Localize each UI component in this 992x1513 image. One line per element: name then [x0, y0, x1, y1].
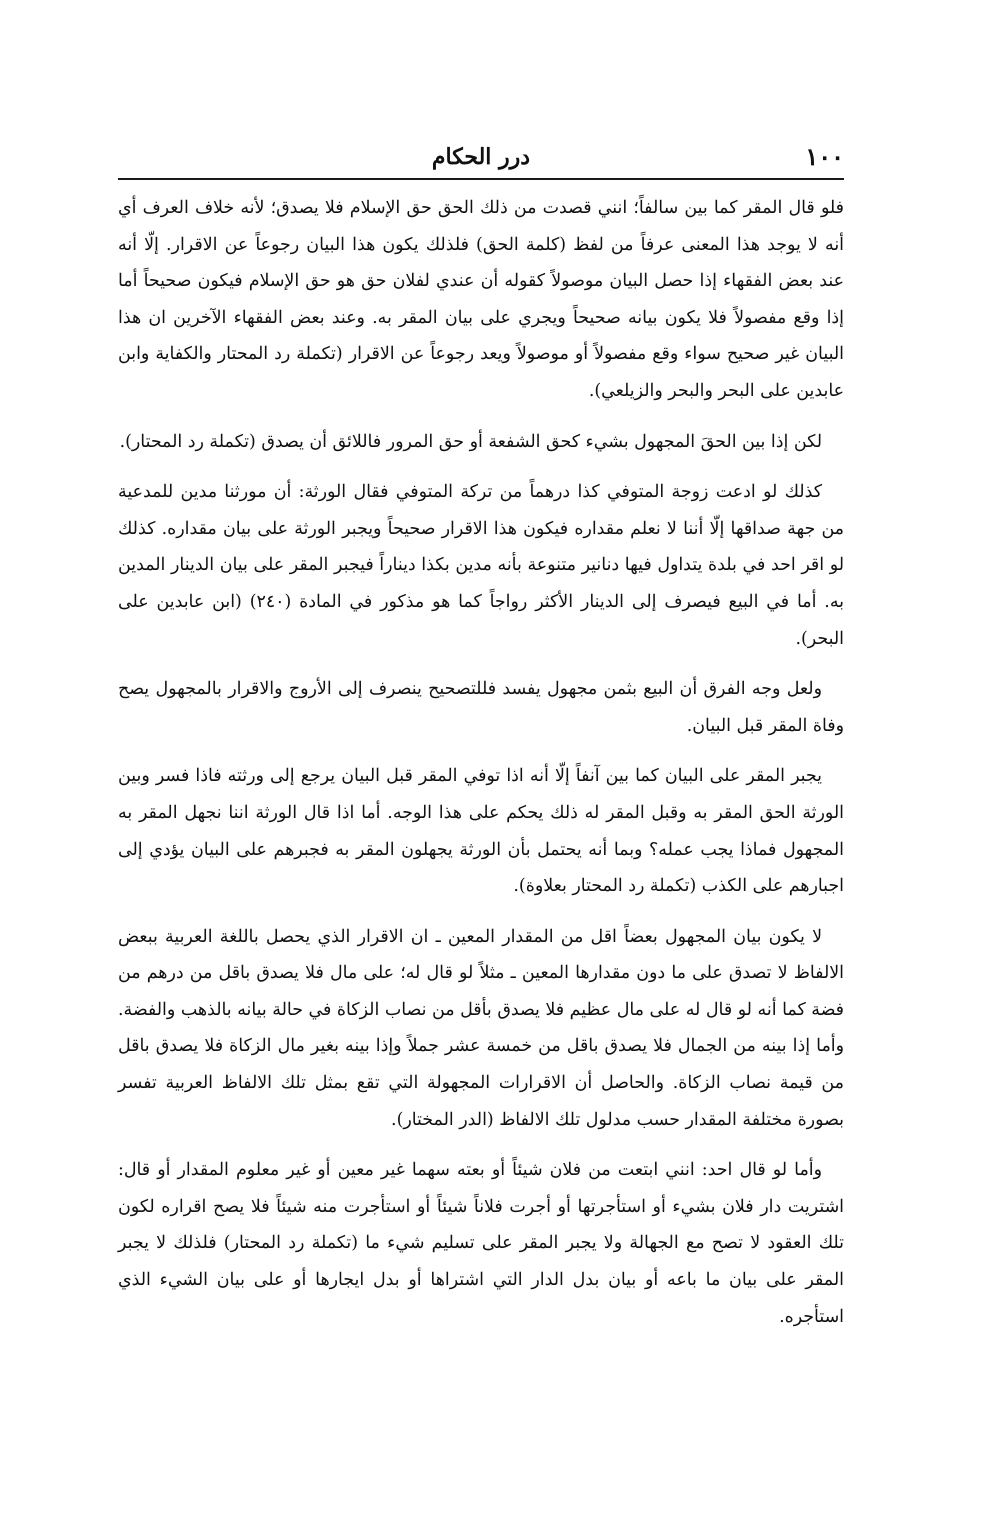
paragraph-5: يجبر المقر على البيان كما بين آنفاً إلّا أنه اذا توفي المقر قبل البيان يرجع إلى ورثته فاذا فسر وبين الورثة الحق المقر به وقبل المقر له ذلك يحكم على هذا الوجه. أما اذا قال الورثة اننا نجهل المقر به المجهول فماذا يجب عمله؟ وبما أنه يحتمل بأن الورثة يجهلون المقر به فجبرهم على البيان يؤدي إلى اجبارهم على الكذب (تكملة رد المحتار بعلاوة).: [118, 766, 844, 897]
running-title: درر الحكام: [431, 144, 531, 170]
paragraph-1: فلو قال المقر كما بين سالفاً؛ انني قصدت من ذلك الحق حق الإسلام فلا يصدق؛ لأنه خلاف العرف أي أنه لا يوجد هذا المعنى عرفاً من لفظ (كلمة الحق) فلذلك يكون هذا البيان رجوعاً عن الاقرار. إلّا أنه عند بعض الفقهاء إذا حصل البيان موصولاً كقوله أن عندي لفلان حق هو حق الإسلام فيكون صحيحاً أما إذا وقع مفصولاً فلا يكون بيانه صحيحاً ويجري على بيان المقر به. وعند بعض الفقهاء الآخرين ان هذا البيان غير صحيح سواء وقع مفصولاً أو موصولاً ويعد رجوعاً عن الاقرار (تكملة رد المحتار والكفاية وابن عابدين على البحر والبحر والزيلعي).: [118, 198, 845, 401]
paragraph-6: لا يكون بيان المجهول بعضاً اقل من المقدار المعين ـ ان الاقرار الذي يحصل باللغة العربية ببعض الالفاظ لا تصدق على ما دون مقدارها المعين ـ مثلاً لو قال له؛ على مال فلا يصدق باقل من درهم من فضة كما أنه لو قال له على مال عظيم فلا يصدق بأقل من نصاب الزكاة في حالة بيانه بالذهب والفضة. وأما إذا بينه من الجمال فلا يصدق باقل من خمسة عشر جملاً وإذا بينه بغير مال الزكاة فلا يصدق باقل من قيمة نصاب الزكاة. والحاصل أن الاقرارات المجهولة التي تقع بمثل تلك الالفاظ العربية تفسر بصورة مختلفة المقدار حسب مدلول تلك الالفاظ (الدر المختار).: [118, 926, 844, 1130]
paragraph-7: وأما لو قال احد: انني ابتعت من فلان شيئاً أو بعته سهما غير معين أو غير معلوم المقدار أو قال: اشتريت دار فلان بشيء أو استأجرتها أو أجرت فلاناً شيئاً أو استأجرت منه شيئاً فلا يصح اقراره لكون تلك العقود لا تصح مع الجهالة ولا يجبر المقر على تسليم شيء ما (تكملة رد المحتار) فلذلك لا يجبر المقر على بيان ما باعه أو بيان بدل الدار التي اشتراها أو بدل ايجارها أو على بيان الشيء الذي استأجره.: [118, 1160, 844, 1327]
body-text: [118, 190, 844, 1349]
page-header: [118, 142, 844, 176]
header-rule: [118, 178, 844, 180]
paragraph-3: كذلك لو ادعت زوجة المتوفي كذا درهماً من تركة المتوفي فقال الورثة: أن مورثنا مدين للمدعية من جهة صداقها إلّا أننا لا نعلم مقداره فيكون هذا الاقرار صحيحاً ويجبر الورثة على بيان مقداره. كذلك لو اقر احد في بلدة يتداول فيها دنانير متنوعة بأنه مدين بكذا ديناراً فيجبر المقر على بيان الدينار المدين به. أما في البيع فيصرف إلى الدينار الأكثر رواجاً كما هو مذكور في المادة (٢٤٠) (ابن عابدين على البحر).: [118, 482, 844, 649]
page-number: ١٠٠: [805, 142, 844, 171]
paragraph-2: لكن إذا بين الحقَ المجهول بشيء كحق الشفعة أو حق المرور فاللائق أن يصدق (تكملة رد المحتار).: [119, 431, 822, 452]
paragraph-4: ولعل وجه الفرق أن البيع بثمن مجهول يفسد فللتصحيح ينصرف إلى الأروج والاقرار بالمجهول يصح وفاة المقر قبل البيان.: [118, 679, 844, 736]
